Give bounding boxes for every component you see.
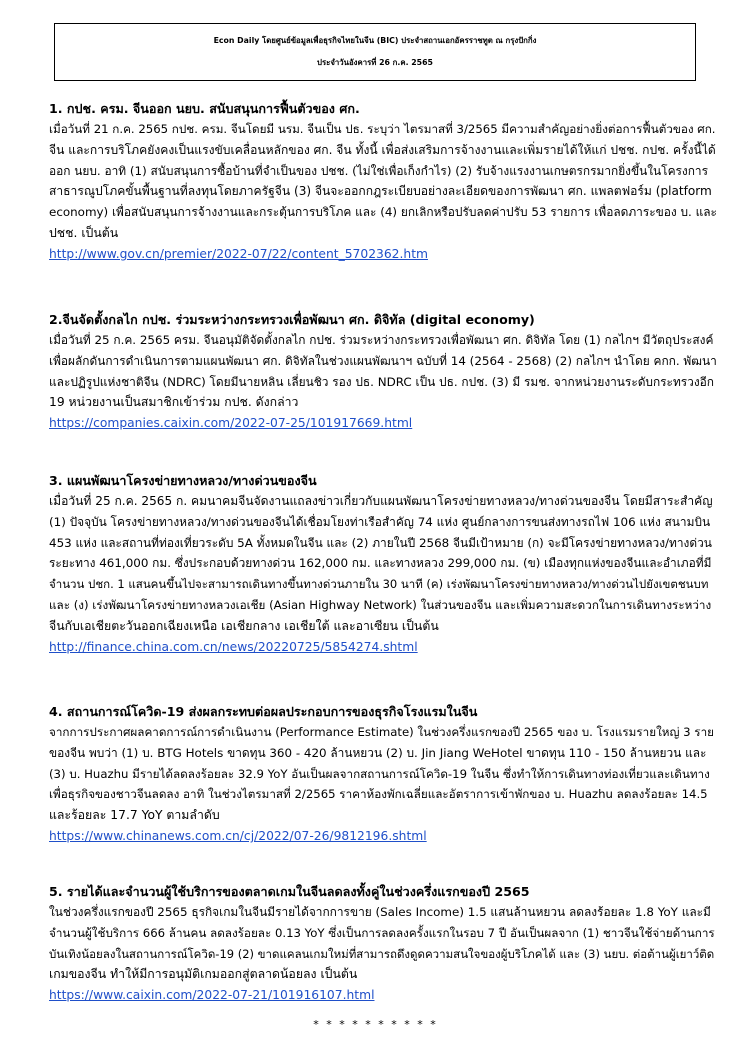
source-link[interactable]: http://www.gov.cn/premier/2022-07/22/content_5702362.htm xyxy=(49,246,429,261)
body-line: เมื่อวันที่ 25 ก.ค. 2565 ก. คมนาคมจีนจัดงานแถลงข่าวเกี่ยวกับแผนพัฒนาโครงข่ายทางหลวง/ทางด่วนของจีน โดยมีสาระสำคัญ xyxy=(49,494,713,508)
body-line: economy) เพื่อสนับสนุนการจ้างงานและกระตุ้นการบริโภค และ (4) ยกเลิกหรือปรับลดค่าปรับ 53 รายการ เพื่อลดภาระของ บ. และ xyxy=(49,205,717,220)
body-line: ระยะทาง 461,000 กม. ซึ่งประกอบด้วยทางด่วน 162,000 กม. และทางหลวง 299,000 กม. (ข) เมืองทุกแห่งของจีนและอำเภอที่มี xyxy=(49,556,712,571)
body-line: และร้อยละ 17.7 YoY ตามลำดับ xyxy=(49,808,220,823)
section-body xyxy=(49,902,717,985)
section-body xyxy=(49,722,717,826)
section-body xyxy=(49,330,717,413)
news-section-1 xyxy=(49,99,717,265)
section-title: 2.จีนจัดตั้งกลไก กปช. ร่วมระหว่างกระทรวงเพื่อพัฒนา ศก. ดิจิทัล (digital economy) xyxy=(49,312,535,327)
section-body xyxy=(49,119,717,244)
body-line: ปชช. เป็นต้น xyxy=(49,225,119,240)
body-line: เพื่อธุรกิจของชาวจีนลดลง อาทิ ในช่วงไตรมาสที่ 2/2565 ราคาห้องพักเฉลี่ยและอัตราการเข้าพักของ บ. Huazhu ลดลงร้อยละ 14.5 xyxy=(49,787,708,802)
body-line: เพื่อผลักดันการดำเนินการตามแผนพัฒนา ศก. ดิจิทัลในช่วงแผนพัฒนาฯ ฉบับที่ 14 (2564 - 2568) (2) กลไกฯ นำโดย คกก. พัฒนา xyxy=(49,353,717,368)
body-line: และ (ง) เร่งพัฒนาโครงข่ายทางหลวงเอเชีย (Asian Highway Network) ในส่วนของจีน และเพิ่มความสะดวกในการเดินทางระหว่าง xyxy=(49,597,712,612)
news-section-5 xyxy=(49,882,717,1006)
body-line: ออก นยบ. อาทิ (1) สนับสนุนการซื้อบ้านที่จำเป็นของ ปชช. (ไม่ใช่เพื่อเก็งกำไร) (2) รับจ้างแรงงานเกษตรกรมากยิ่งขึ้นในโครงการ xyxy=(49,163,708,178)
section-title: 1. กปช. ครม. จีนออก นยบ. สนับสนุนการฟื้นตัวของ ศก. xyxy=(49,101,360,116)
source-link[interactable]: https://companies.caixin.com/2022-07-25/101917669.html xyxy=(49,416,413,431)
body-line: ของจีน พบว่า (1) บ. BTG Hotels ขาดทุน 360 - 420 ล้านหยวน (2) บ. Jin Jiang WeHotel ขาดทุน 110 - 150 ล้านหยวน และ xyxy=(49,745,707,760)
section-title: 5. รายได้และจำนวนผู้ใช้บริการของตลาดเกมในจีนลดลงทั้งคู่ในช่วงครึ่งแรกของปี 2565 xyxy=(49,884,530,899)
body-line: เกมของจีน ทำให้มีการอนุมัติเกมออกสู่ตลาดน้อยลง เป็นต้น xyxy=(49,967,358,982)
body-line: บันเทิงน้อยลงในสถานการณ์โควิด-19 (2) ขาดแคลนเกมใหม่ที่สามารถดึงดูดความสนใจของผู้บริโภคได้ และ (3) นยบ. ต่อต้านผู้เยาว์ติด xyxy=(49,946,715,961)
document-header xyxy=(54,23,696,81)
header-title: Econ Daily โดยศูนย์ข้อมูลเพื่อธุรกิจไทยในจีน (BIC) ประจำสถานเอกอัครราชทูต ณ กรุงปักกิ่ง xyxy=(213,36,537,45)
body-line: เมื่อวันที่ 25 ก.ค. 2565 ครม. จีนอนุมัติจัดตั้งกลไก กปช. ร่วมระหว่างกระทรวงเพื่อพัฒนา ศก. ดิจิทัล โดย (1) กลไกฯ มีวัตถุประสงค์ xyxy=(49,333,714,347)
end-of-document-marker: * * * * * * * * * * xyxy=(313,1018,438,1031)
section-body xyxy=(49,491,717,637)
source-link[interactable]: http://finance.china.com.cn/news/20220725/5854274.shtml xyxy=(49,639,418,654)
news-section-2 xyxy=(49,310,717,434)
header-date: ประจำวันอังคารที่ 26 ก.ค. 2565 xyxy=(317,58,433,67)
body-line: จำนวนผู้ใช้บริการ 666 ล้านคน ลดลงร้อยละ 0.13 YoY ซึ่งเป็นการลดลงครั้งแรกในรอบ 7 ปี อันเป็นผลจาก (1) ชาวจีนใช้จ่ายด้านการ xyxy=(49,925,715,940)
body-line: 453 แห่ง และสถานที่ท่องเที่ยวระดับ 5A ทั้งหมดในจีน และ (2) ภายในปี 2568 จีนมีเป้าหมาย (ก) จะมีโครงข่ายทางหลวง/ทางด่วน xyxy=(49,535,712,550)
body-line: จีนกับเอเชียตะวันออกเฉียงเหนือ เอเชียกลาง เอเชียใต้ และอาเซียน เป็นต้น xyxy=(49,618,439,633)
news-section-3 xyxy=(49,471,717,657)
body-line: เมื่อวันที่ 21 ก.ค. 2565 กปช. ครม. จีนโดยมี นรม. จีนเป็น ปธ. ระบุว่า ไตรมาสที่ 3/2565 มีความสำคัญอย่างยิ่งต่อการฟื้นตัวของ ศก. xyxy=(49,122,716,136)
source-link[interactable]: https://www.chinanews.com.cn/cj/2022/07-26/9812196.shtml xyxy=(49,828,427,843)
body-line: (1) ปัจจุบัน โครงข่ายทางหลวง/ทางด่วนของจีนได้เชื่อมโยงท่าเรือสำคัญ 74 แห่ง ศูนย์กลางการขนส่งทางรถไฟ 106 แห่ง สนามบิน xyxy=(49,514,711,529)
body-line: จากการประกาศผลคาดการณ์การดำเนินงาน (Performance Estimate) ในช่วงครึ่งแรกของปี 2565 ของ บ. โรงแรมรายใหญ่ 3 ราย xyxy=(49,725,714,739)
body-line: จำนวน ปชก. 1 แสนคนขึ้นไปจะสามารถเดินทางขึ้นทางด่วนภายใน 30 นาที (ค) เร่งพัฒนาโครงข่ายทางหลวง/ทางด่วนไปยังเขตชนบท xyxy=(49,577,709,592)
body-line: และปฏิรูปแห่งชาติจีน (NDRC) โดยมีนายหลิน เลี่ยนชิว รอง ปธ. NDRC เป็น ปธ. กปช. (3) มี รมช. จากหน่วยงานระดับกระทรวงอีก xyxy=(49,374,714,389)
body-line: (3) บ. Huazhu มีรายได้ลดลงร้อยละ 32.9 YoY อันเป็นผลจากสถานการณ์โควิด-19 ในจีน ซึ่งทำให้การเดินทางท่องเที่ยวและเดินทาง xyxy=(49,766,710,781)
section-title: 4. สถานการณ์โควิด-19 ส่งผลกระทบต่อผลประกอบการของธุรกิจโรงแรมในจีน xyxy=(49,704,478,719)
news-section-4 xyxy=(49,702,717,847)
body-line: 19 หน่วยงานเป็นสมาชิกเข้าร่วม กปช. ดังกล่าว xyxy=(49,395,299,410)
section-title: 3. แผนพัฒนาโครงข่ายทางหลวง/ทางด่วนของจีน xyxy=(49,473,317,488)
source-link[interactable]: https://www.caixin.com/2022-07-21/101916107.html xyxy=(49,988,375,1003)
body-line: จีน และการบริโภคยังคงเป็นแรงขับเคลื่อนหลักของ ศก. จีน ทั้งนี้ เพื่อส่งเสริมการจ้างงานและเพิ่มรายได้ให้แก่ ปชช. กปช. ครั้งนี้ได้ xyxy=(49,142,716,157)
body-line: ในช่วงครึ่งแรกของปี 2565 ธุรกิจเกมในจีนมีรายได้จากการขาย (Sales Income) 1.5 แสนล้านหยวน ลดลงร้อยละ 1.8 YoY และมี xyxy=(49,905,711,919)
body-line: สาธารณูปโภคขั้นพื้นฐานที่ลงทุนโดยภาครัฐจีน (3) จีนจะออกกฎระเบียบอย่างละเอียดของการพัฒนา ศก. แพลตฟอร์ม (platform xyxy=(49,184,712,199)
